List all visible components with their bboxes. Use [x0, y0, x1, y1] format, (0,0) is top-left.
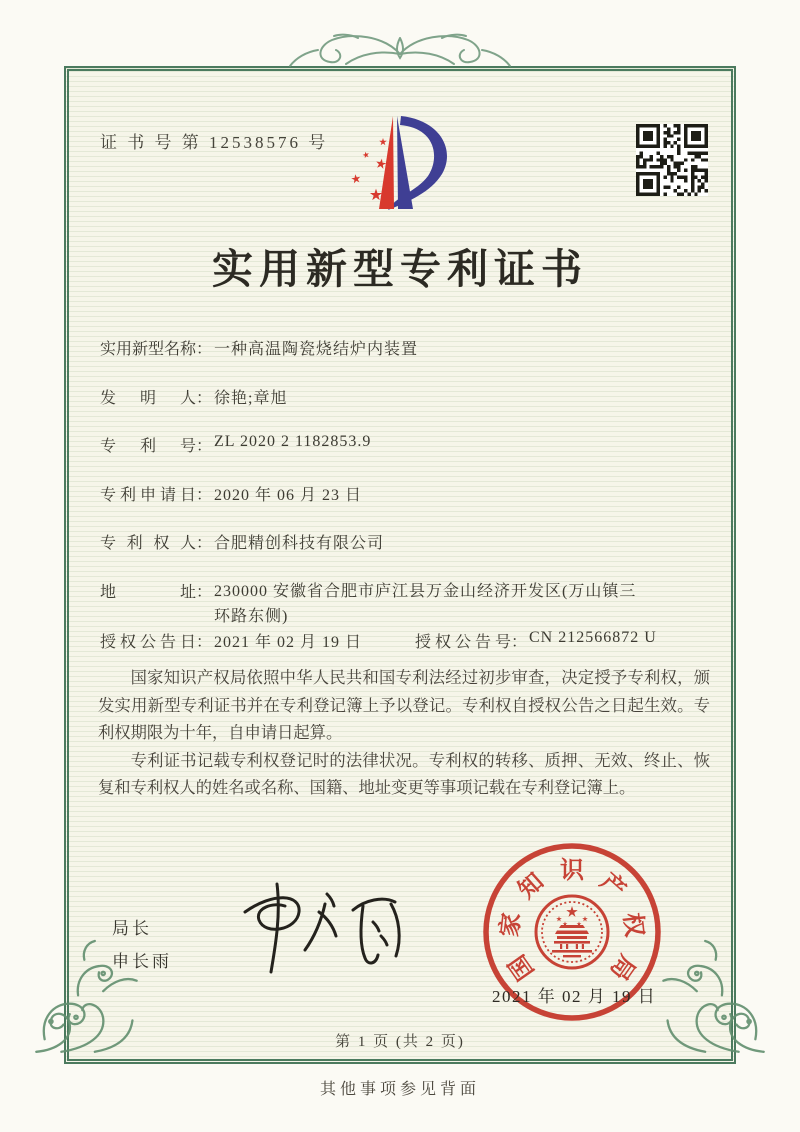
seal-date: 2021 年 02 月 19 日 [492, 987, 657, 1006]
field-value: ZL 2020 2 1182853.9 [214, 433, 372, 450]
field-row-filing-date: 专利申请日： 2020 年 06 月 23 日 [100, 482, 362, 505]
certificate-title: 实用新型专利证书 [212, 246, 588, 292]
page-number: 第 1 页 (共 2 页) [335, 1034, 465, 1050]
field-value: 徐艳;章旭 [214, 390, 288, 407]
field-value [214, 579, 710, 629]
national-emblem-icon [536, 896, 608, 968]
field-row-address: 地址： 230000 安徽省合肥市庐江县万金山经济开发区(万山镇三 环路东侧) [100, 579, 710, 629]
legal-text [98, 664, 710, 802]
body-paragraph-1: 国家知识产权局依照中华人民共和国专利法经过初步审查，决定授予专利权，颁发实用新型专利证书并在专利登记簿上予以登记。专利权自授权公告之日起生效。专利权期限为十年，自申请日起算。 [98, 668, 710, 742]
address-line-2: 环路东侧) [214, 608, 289, 625]
field-label: 地址 [100, 584, 196, 601]
field-value: 一种高温陶瓷烧结炉内装置 [214, 341, 419, 358]
field-label: 授权公告日 [100, 634, 196, 651]
field-value: 2021 年 02 月 19 日 [214, 634, 363, 651]
seal-arc-text [496, 857, 649, 985]
svg-text:知: 知 [513, 868, 550, 905]
svg-text:产: 产 [594, 868, 631, 905]
certificate-number: 证 书 号 第 12538576 号 [100, 133, 329, 152]
field-row-patent-no: 专利号： ZL 2020 2 1182853.9 [100, 433, 372, 455]
qr-code [636, 124, 708, 196]
signature-image [215, 878, 415, 978]
field-value: 2020 年 06 月 23 日 [214, 487, 363, 504]
address-line-1: 230000 安徽省合肥市庐江县万金山经济开发区(万山镇三 [214, 583, 637, 600]
cnipa-logo-icon [338, 112, 468, 218]
field-label: 授权公告号 [415, 634, 511, 651]
field-value: CN 212566872 U [529, 629, 657, 646]
body-paragraph-2: 专利证书记载专利权登记时的法律状况。专利权的转移、质押、无效、终止、恢复和专利权人的姓名或名称、国籍、地址变更等事项记载在专利登记簿上。 [98, 750, 710, 797]
field-label: 发明人 [100, 390, 196, 407]
svg-text:权: 权 [618, 911, 647, 939]
field-label: 专利号 [100, 438, 196, 455]
field-pair-grant-no: 授权公告号： CN 212566872 U [415, 629, 657, 651]
svg-text:识: 识 [560, 858, 584, 884]
field-row-grant: 授权公告日： 2021 年 02 月 19 日 授权公告号： CN 212566872 U [100, 629, 657, 651]
officer-name: 申长雨 [112, 952, 172, 971]
field-row-inventor: 发明人： 徐艳;章旭 [100, 385, 287, 408]
back-note: 其他事项参见背面 [319, 1081, 480, 1098]
top-ornament-icon [288, 24, 512, 72]
svg-text:家: 家 [497, 911, 526, 939]
field-row-patentee: 专利权人： 合肥精创科技有限公司 [100, 530, 384, 553]
field-label: 专利申请日 [100, 487, 196, 504]
svg-text:国: 国 [504, 949, 540, 985]
field-row-name: 实用新型名称： 一种高温陶瓷烧结炉内装置 [100, 336, 418, 359]
field-value: 合肥精创科技有限公司 [214, 535, 385, 552]
officer-title: 局长 [112, 919, 152, 938]
svg-text:局: 局 [604, 949, 640, 985]
field-label: 实用新型名称 [100, 341, 197, 358]
field-label: 专利权人 [100, 535, 196, 552]
